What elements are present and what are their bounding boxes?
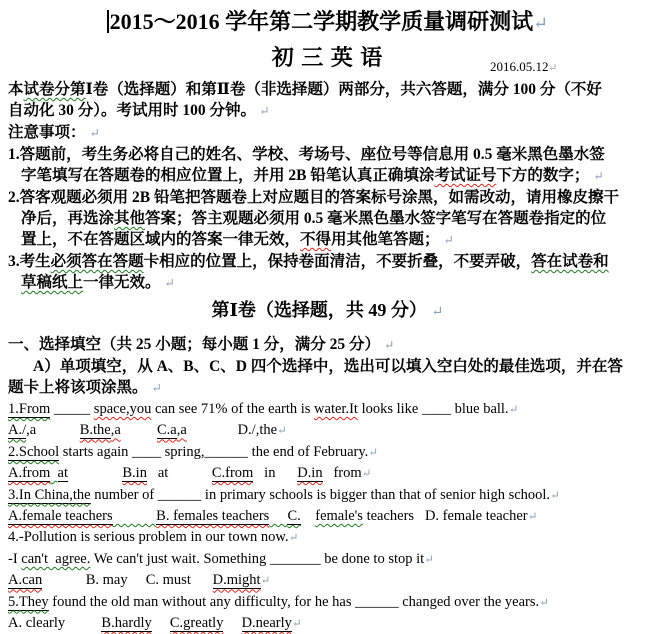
text-run: B. females teachers — [156, 508, 270, 525]
question-5 — [8, 592, 647, 613]
paragraph-mark-icon: ↵ — [550, 488, 560, 502]
text-run: B. may — [85, 572, 128, 589]
text-run — [275, 465, 297, 481]
text-run: at — [146, 465, 169, 482]
text-run: looks like ____ blue ball. — [357, 401, 509, 417]
text-run: at — [57, 465, 69, 482]
text-run: 第Ⅰ卷（选择题，共 49 分） — [211, 300, 432, 320]
text-run: 用其他笔答题； — [331, 231, 444, 248]
question-3-options — [8, 506, 647, 527]
text-run — [168, 465, 212, 481]
text-run: can't agree. — [21, 550, 91, 567]
text-run: 3.In China,the — [8, 486, 91, 503]
notice-2-line-1 — [8, 187, 647, 208]
text-run: C. — [287, 508, 301, 525]
text-run: found the old man without any difficulty, for he has ______ changed over the years. — [48, 593, 540, 610]
text-run: A.can — [8, 572, 43, 589]
paragraph-mark-icon: ↵ — [383, 338, 395, 352]
intro-line-1 — [8, 79, 647, 100]
notice-3-line-2 — [8, 272, 647, 294]
text-run: 2.答客观题必须用 2B 铅笔把答题卷上对应题目的答案标号涂黑，如需改动，请用橡皮擦干 — [8, 189, 619, 206]
text-run: in — [253, 465, 276, 482]
text-run: A）单项填空，从 A、B、C、D 四个选择中，选出可以填入空白处的最佳选项，并在答 — [33, 358, 623, 375]
text-run — [121, 422, 157, 438]
text-run: 题卡上将该项涂黑。 — [8, 379, 152, 396]
text-run: 初 三 英 语 — [271, 45, 384, 70]
text-run — [128, 572, 146, 588]
text-run: C. must — [145, 572, 191, 589]
paragraph-mark-icon: ↵ — [277, 424, 287, 438]
text-run: 字笔填写在答题卷的相应位置上，并用 2B 铅笔认真正确填涂 — [21, 167, 435, 184]
question-1 — [8, 399, 647, 420]
text-run: can see 71% of the earth is — [151, 401, 315, 417]
text-run: number of ______ in primary schools is bigger than that of senior high school. — [90, 486, 551, 503]
text-run: 置上，不在答题区域内的答案一律无效， — [21, 231, 301, 248]
paragraph-mark-icon: ↵ — [424, 552, 434, 566]
paragraph-mark-icon: ↵ — [508, 403, 519, 416]
question-5-options — [8, 613, 647, 634]
text-run — [223, 615, 241, 631]
text-run: D.might — [212, 572, 261, 589]
text-run: 注意事项： — [8, 124, 90, 141]
text-run: C.a — [157, 422, 177, 439]
text-run: 其他 — [114, 210, 146, 227]
text-run: ,a — [110, 422, 121, 439]
text-run: 1.From — [8, 401, 51, 417]
paragraph-mark-icon: ↵ — [533, 13, 548, 33]
paragraph-mark-icon: ↵ — [361, 467, 372, 481]
text-run: Ⅰ卷（选择题）和第Ⅱ卷（非选择题）两部分，共六答题，满分 100 分（不好 — [85, 81, 602, 98]
text-run: 本 — [8, 81, 24, 98]
paragraph-mark-icon: ↵ — [89, 126, 100, 140]
paragraph-mark-icon: ↵ — [260, 574, 271, 588]
text-run — [187, 422, 238, 438]
text-run: 考试证号 — [434, 167, 497, 184]
text-run: 卡相应的位置上，保持卷面清洁，不要折叠，不要弄破， — [143, 253, 532, 270]
text-run: D. female teacher — [424, 508, 528, 525]
text-run: starts again ____ spring,______ the end of February. — [59, 443, 369, 460]
text-run: space,you — [93, 401, 152, 417]
text-run — [42, 572, 86, 588]
paragraph-mark-icon: ↵ — [527, 510, 538, 524]
text-run — [68, 465, 122, 481]
intro-line-2 — [8, 100, 647, 122]
text-run: female's — [315, 508, 363, 525]
text-run: B.the — [79, 422, 111, 439]
text-run: 5.They — [8, 593, 49, 610]
paragraph-mark-icon: ↵ — [151, 381, 162, 395]
text-run: 答在试卷和 — [531, 253, 609, 270]
text-run: 2.School — [8, 443, 60, 460]
text-run — [269, 508, 287, 524]
question-4-options — [8, 570, 647, 591]
paragraph-mark-icon: ↵ — [288, 531, 299, 545]
exam-title — [8, 6, 647, 39]
paragraph-mark-icon: ↵ — [539, 595, 549, 609]
text-run: water.It — [314, 401, 358, 417]
text-run — [191, 572, 213, 588]
paragraph-mark-icon: ↵ — [256, 104, 270, 118]
text-run: 2015～2016 学年第二学期教学质量调研测试 — [109, 9, 534, 34]
section-1-heading — [8, 334, 647, 356]
exam-date: 2016.05.12↵ — [490, 59, 558, 74]
section-1a-instruction-line-2 — [8, 377, 647, 399]
text-run: 答案；答主观题必须用 0.5 毫米黑色墨水签字笔写在答题卷指定的位 — [145, 210, 607, 227]
question-2-options — [8, 463, 647, 484]
text-run — [301, 508, 316, 524]
exam-subject — [8, 43, 647, 72]
text-run: C.from — [211, 465, 254, 482]
document-page[interactable] — [0, 6, 654, 634]
text-run — [50, 465, 57, 481]
text-run — [36, 422, 80, 438]
question-4-line-1 — [8, 527, 647, 548]
text-run: D.nearly — [241, 615, 292, 632]
part1-heading — [8, 298, 647, 325]
text-run: 4.-Pollution is serious problem in our town now. — [8, 529, 289, 546]
paragraph-mark-icon: ↵ — [548, 63, 558, 74]
paragraph-mark-icon: ↵ — [291, 617, 302, 631]
text-run: D.in — [297, 465, 323, 482]
question-4-line-2 — [8, 549, 647, 570]
document-body — [8, 6, 647, 634]
text-run: 一律无效。 — [83, 274, 165, 291]
text-run: 下方的数字； — [496, 167, 594, 184]
text-run: _____ — [50, 401, 94, 417]
paragraph-mark-icon: ↵ — [443, 233, 454, 247]
text-run: D./,the — [237, 422, 278, 439]
text-run: A./ — [8, 422, 27, 439]
paragraph-mark-icon: ↵ — [368, 445, 379, 459]
notice-3-line-1 — [8, 251, 647, 272]
text-run: A. clearly — [8, 615, 66, 632]
question-3 — [8, 485, 647, 506]
paragraph-mark-icon: ↵ — [164, 276, 175, 290]
notice-1-line-1 — [8, 144, 647, 165]
text-run: 一、选择填空（共 25 小题；每小题 1 分，满分 25 分） — [8, 336, 384, 353]
notice-2-line-2 — [8, 208, 647, 229]
text-run: 净后，再选涂 — [21, 210, 115, 227]
text-run: -I — [8, 550, 22, 567]
text-run: 1.答题前，考生务必将自己的姓名、学校、考场号、座位号等信息用 0.5 毫米黑色墨水签 — [8, 146, 605, 163]
text-run: 试卷分第 — [23, 81, 86, 98]
text-run: B.hardly — [101, 615, 152, 632]
text-run: from — [322, 465, 362, 482]
paragraph-mark-icon: ↵ — [593, 169, 604, 183]
text-run: 自动化 30 分）。考试用时 100 分钟。 — [8, 102, 257, 119]
text-run: 不得 — [300, 231, 332, 248]
question-1-options — [8, 420, 647, 441]
text-run — [65, 615, 101, 631]
question-2 — [8, 442, 647, 463]
text-run: 3.考生 — [8, 253, 51, 270]
paragraph-mark-icon: ↵ — [431, 304, 444, 320]
text-run: ,a — [176, 422, 187, 439]
notice-heading — [8, 122, 647, 144]
text-run — [113, 508, 157, 524]
text-run: teachers — [362, 508, 425, 525]
text-run: 草稿纸上 — [21, 274, 84, 291]
notice-2-line-3 — [8, 229, 647, 251]
notice-1-line-2 — [8, 165, 647, 187]
text-run: A.from — [8, 465, 51, 482]
text-run: B.in — [122, 465, 147, 482]
text-run: A.female teachers — [8, 508, 113, 525]
text-run: ,a — [26, 422, 37, 439]
section-1a-instruction-line-1 — [8, 356, 647, 377]
text-run: We can't just wait. Something _______ be done to stop it — [90, 550, 425, 567]
text-run: C.greatly — [169, 615, 224, 632]
text-run — [152, 615, 170, 631]
text-run: 必须答在答题 — [50, 253, 144, 270]
text-cursor — [107, 10, 109, 33]
